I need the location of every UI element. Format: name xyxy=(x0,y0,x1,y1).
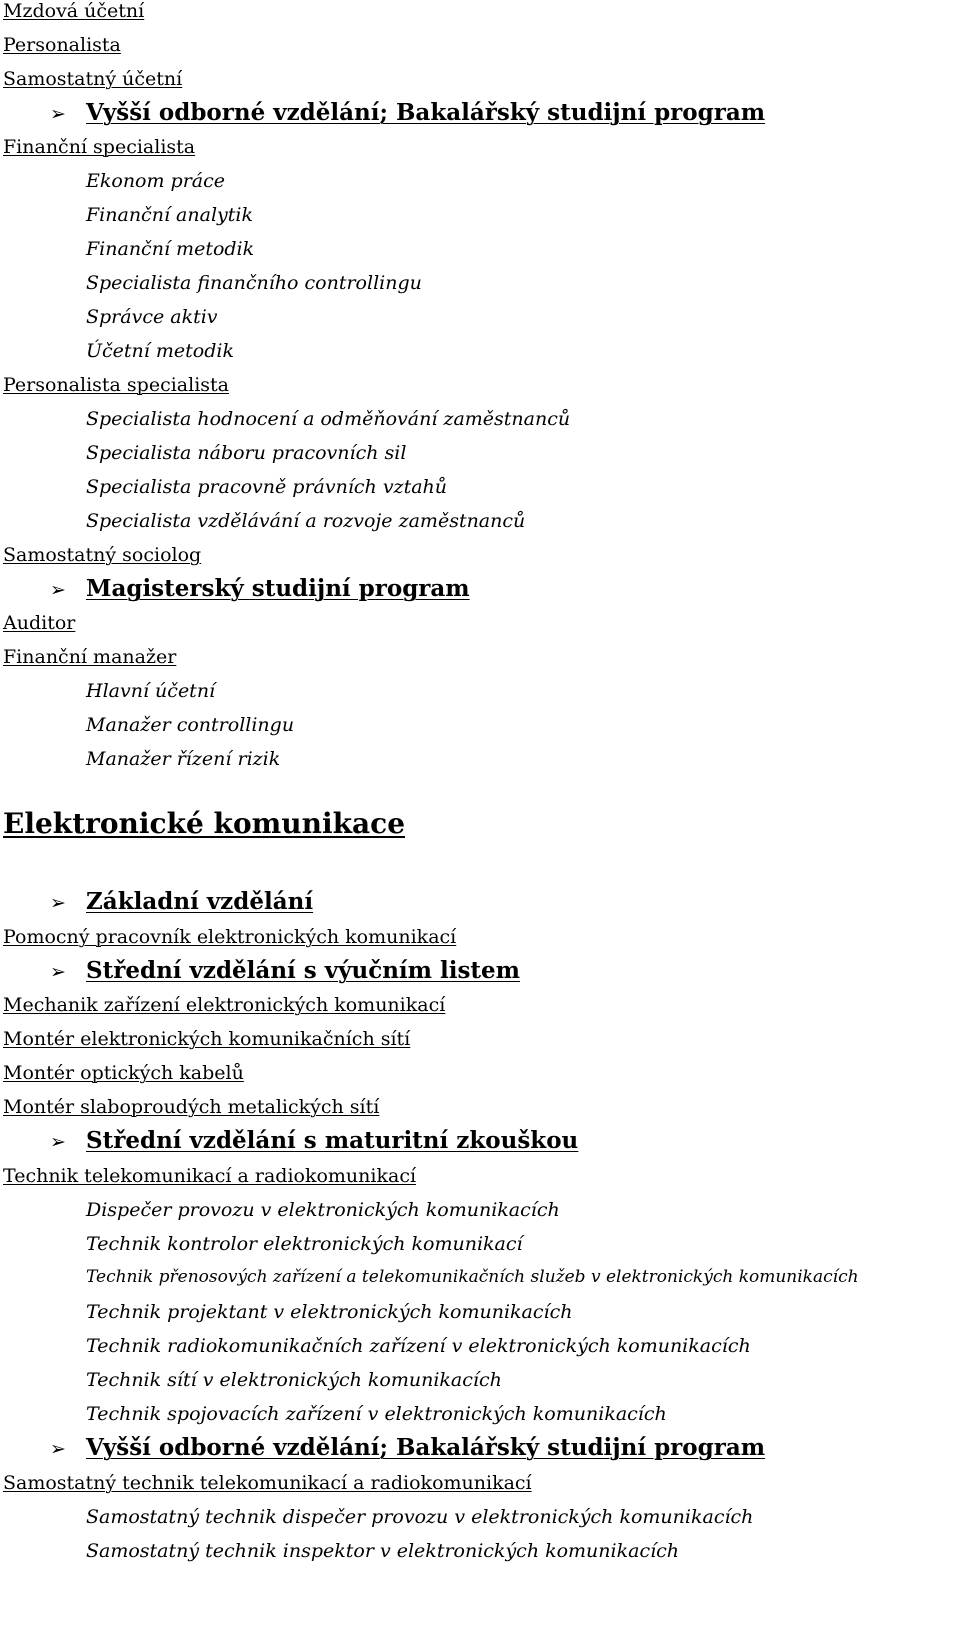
occupation-link[interactable]: Personalista specialista xyxy=(3,374,229,396)
education-level-label[interactable]: Magisterský studijní program xyxy=(86,575,470,602)
occupation-link[interactable]: Mechanik zařízení elektronických komunikací xyxy=(3,994,446,1016)
sub-occupation: Samostatný technik dispečer provozu v elektronických komunikacích xyxy=(86,1506,754,1528)
sub-occupation: Manažer controllingu xyxy=(86,714,295,736)
occupation-link[interactable]: Samostatný účetní xyxy=(3,68,183,90)
education-level-label[interactable]: Střední vzdělání s maturitní zkouškou xyxy=(86,1127,579,1154)
occupation-link[interactable]: Montér slaboproudých metalických sítí xyxy=(3,1096,380,1118)
sub-occupation: Specialista vzdělávání a rozvoje zaměstnanců xyxy=(86,510,526,532)
sub-occupation: Správce aktiv xyxy=(86,306,218,328)
sub-occupation: Manažer řízení rizik xyxy=(86,748,281,770)
sub-occupation: Účetní metodik xyxy=(86,340,234,362)
occupation-link[interactable]: Finanční manažer xyxy=(3,646,177,668)
arrowhead-bullet-icon: ➢ xyxy=(50,1438,66,1460)
occupation-link[interactable]: Personalista xyxy=(3,34,121,56)
sub-occupation: Technik kontrolor elektronických komunikací xyxy=(86,1233,523,1255)
sub-occupation: Technik přenosových zařízení a telekomunikačních služeb v elektronických komunikacích xyxy=(86,1267,859,1287)
sub-occupation: Technik radiokomunikačních zařízení v elektronických komunikacích xyxy=(86,1335,751,1357)
occupation-link[interactable]: Pomocný pracovník elektronických komunikací xyxy=(3,926,457,948)
sub-occupation: Finanční metodik xyxy=(86,238,255,260)
sub-occupation: Specialista pracovně právních vztahů xyxy=(86,476,447,498)
occupation-link[interactable]: Samostatný sociolog xyxy=(3,544,202,566)
education-level-label[interactable]: Vyšší odborné vzdělání; Bakalářský studijní program xyxy=(86,99,766,126)
occupation-link[interactable]: Samostatný technik telekomunikací a radiokomunikací xyxy=(3,1472,532,1494)
sub-occupation: Technik sítí v elektronických komunikacích xyxy=(86,1369,502,1391)
education-level-label[interactable]: Střední vzdělání s výučním listem xyxy=(86,957,521,984)
sub-occupation: Specialista náboru pracovních sil xyxy=(86,442,407,464)
arrowhead-bullet-icon: ➢ xyxy=(50,961,66,983)
section-heading[interactable]: Elektronické komunikace xyxy=(3,807,406,840)
sub-occupation: Technik spojovacích zařízení v elektronických komunikacích xyxy=(86,1403,667,1425)
sub-occupation: Hlavní účetní xyxy=(86,680,216,702)
occupation-link[interactable]: Montér optických kabelů xyxy=(3,1062,244,1084)
education-level-label[interactable]: Vyšší odborné vzdělání; Bakalářský studijní program xyxy=(86,1434,766,1461)
sub-occupation: Dispečer provozu v elektronických komunikacích xyxy=(86,1199,560,1221)
arrowhead-bullet-icon: ➢ xyxy=(50,103,66,125)
education-level-label[interactable]: Základní vzdělání xyxy=(86,888,314,915)
occupation-link[interactable]: Auditor xyxy=(3,612,76,634)
arrowhead-bullet-icon: ➢ xyxy=(50,892,66,914)
arrowhead-bullet-icon: ➢ xyxy=(50,1131,66,1153)
arrowhead-bullet-icon: ➢ xyxy=(50,579,66,601)
occupation-link[interactable]: Montér elektronických komunikačních sítí xyxy=(3,1028,411,1050)
sub-occupation: Finanční analytik xyxy=(86,204,253,226)
sub-occupation: Technik projektant v elektronických komunikacích xyxy=(86,1301,573,1323)
occupation-link[interactable]: Mzdová účetní xyxy=(3,0,145,22)
occupation-link[interactable]: Finanční specialista xyxy=(3,136,196,158)
sub-occupation: Specialista finančního controllingu xyxy=(86,272,422,294)
sub-occupation: Specialista hodnocení a odměňování zaměstnanců xyxy=(86,408,571,430)
sub-occupation: Ekonom práce xyxy=(86,170,226,192)
sub-occupation: Samostatný technik inspektor v elektronických komunikacích xyxy=(86,1540,680,1562)
occupation-link[interactable]: Technik telekomunikací a radiokomunikací xyxy=(3,1165,417,1187)
